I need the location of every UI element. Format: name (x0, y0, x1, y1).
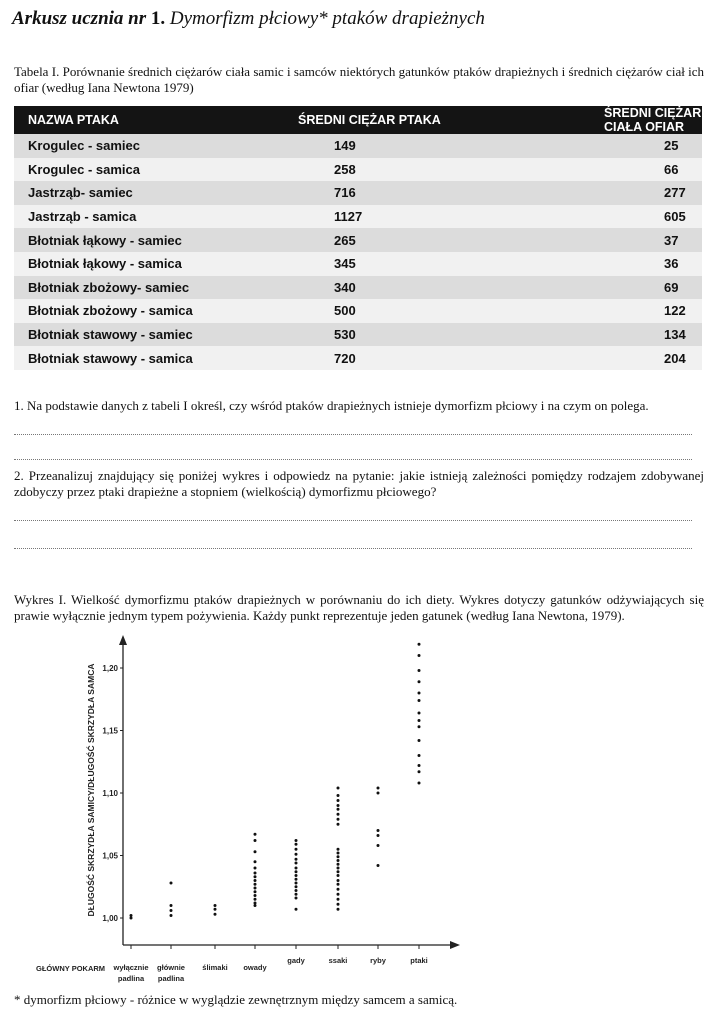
data-point (254, 867, 257, 870)
data-point (295, 908, 298, 911)
data-point (295, 897, 298, 900)
data-point (295, 862, 298, 865)
header-bird-weight: ŚREDNI CIĘŻAR PTAKA (268, 106, 544, 134)
answer-line[interactable] (14, 547, 692, 549)
x-tick-label: ślimaki (202, 963, 228, 972)
data-point (337, 859, 340, 862)
table-caption: Tabela I. Porównanie średnich ciężarów ciała samic i samców niektórych gatunków ptaków drapieżnych i średnich ciężarów ciał ich ofiar (według Iana Newtona 1979) (14, 64, 704, 95)
data-point (337, 855, 340, 858)
data-point (377, 787, 380, 790)
data-point (214, 904, 217, 907)
prey-weight-cell: 122 (544, 299, 702, 323)
table-row (14, 346, 702, 370)
answer-line[interactable] (14, 433, 692, 435)
data-point (337, 888, 340, 891)
y-axis-arrow (119, 635, 127, 645)
table-row (14, 276, 702, 300)
data-point (337, 908, 340, 911)
data-point (377, 829, 380, 832)
prey-weight-cell: 605 (544, 205, 702, 229)
data-point (254, 904, 257, 907)
data-point (254, 860, 257, 863)
data-point (377, 864, 380, 867)
data-point (295, 874, 298, 877)
data-point (295, 839, 298, 842)
bird-weight-cell: 340 (268, 276, 544, 300)
data-point (254, 875, 257, 878)
prey-weight-cell: 25 (544, 134, 702, 158)
data-point (214, 913, 217, 916)
data-point (254, 894, 257, 897)
data-point (254, 850, 257, 853)
data-point (337, 848, 340, 851)
x-tick-label: owady (243, 963, 267, 972)
data-point (337, 863, 340, 866)
bird-name-cell: Błotniak zbożowy- samiec (14, 276, 268, 300)
data-point (377, 844, 380, 847)
bird-weight-cell: 345 (268, 252, 544, 276)
bird-name-cell: Błotniak stawowy - samica (14, 346, 268, 370)
data-point (418, 754, 421, 757)
data-point (170, 882, 173, 885)
data-point (337, 818, 340, 821)
data-point (337, 870, 340, 873)
table-row (14, 252, 702, 276)
table-row (14, 158, 702, 182)
footnote: * dymorfizm płciowy - różnice w wyglądzie zewnętrznym między samcem a samicą. (14, 992, 458, 1007)
table-row (14, 205, 702, 229)
title-text: Dymorfizm płciowy* ptaków drapieżnych (169, 8, 485, 29)
x-tick-label: ryby (370, 956, 386, 965)
data-point (418, 719, 421, 722)
data-point (337, 804, 340, 807)
bird-weight-cell: 716 (268, 181, 544, 205)
data-point (337, 799, 340, 802)
data-point (337, 879, 340, 882)
prey-weight-cell: 204 (544, 346, 702, 370)
data-point (295, 889, 298, 892)
data-point (418, 680, 421, 683)
data-point (377, 834, 380, 837)
answer-line[interactable] (14, 458, 692, 460)
data-point (254, 879, 257, 882)
data-point (337, 823, 340, 826)
bird-weight-cell: 1127 (268, 205, 544, 229)
bird-weight-cell: 500 (268, 299, 544, 323)
data-point (418, 782, 421, 785)
data-point (418, 699, 421, 702)
data-point (254, 833, 257, 836)
data-point (170, 909, 173, 912)
data-point (295, 878, 298, 881)
bird-name-cell: Jastrząb - samica (14, 205, 268, 229)
question-2: 2. Przeanalizuj znajdujący się poniżej wykres i odpowiedz na pytanie: jakie istnieją zależności pomiędzy rodzajem zdobywanej zdobyczy przez ptaki drapieżne a stopniem (wielkością) dymorfizmu płciowego? (14, 468, 704, 499)
y-tick-label: 1,10 (102, 789, 118, 798)
data-point (295, 893, 298, 896)
header-prey-weight: ŚREDNI CIĘŻAR CIAŁA OFIAR (544, 106, 702, 134)
chart-caption: Wykres I. Wielkość dymorfizmu ptaków drapieżnych w porównaniu do ich diety. Wykres dotyczy gatunków odżywiających się prawie wyłącznie jednym typem pożywienia. Każdy punkt reprezentuje jeden gatunek (według Iana Newtona, 1979). (14, 592, 704, 623)
data-point (418, 712, 421, 715)
y-tick-label: 1,20 (102, 664, 118, 673)
bird-name-cell: Jastrząb- samiec (14, 181, 268, 205)
data-point (295, 853, 298, 856)
prey-weight-cell: 37 (544, 228, 702, 252)
bird-weight-cell: 530 (268, 323, 544, 347)
bird-name-cell: Krogulec - samiec (14, 134, 268, 158)
data-point (418, 725, 421, 728)
data-point (337, 883, 340, 886)
table-row (14, 228, 702, 252)
bird-name-cell: Błotniak łąkowy - samiec (14, 228, 268, 252)
data-point (254, 890, 257, 893)
data-point (337, 903, 340, 906)
x-axis-arrow (450, 941, 460, 949)
data-point (337, 852, 340, 855)
bird-weight-cell: 149 (268, 134, 544, 158)
data-point (254, 839, 257, 842)
data-point (337, 893, 340, 896)
y-axis-label: DŁUGOŚĆ SKRZYDŁA SAMICY/DŁUGOŚĆ SKRZYDŁA SAMCA (86, 663, 96, 917)
data-point (418, 643, 421, 646)
data-point (418, 654, 421, 657)
data-point (337, 808, 340, 811)
prey-weight-cell: 69 (544, 276, 702, 300)
data-point (254, 898, 257, 901)
data-point (295, 843, 298, 846)
x-tick-label: gady (287, 956, 305, 965)
data-point (295, 858, 298, 861)
answer-line[interactable] (14, 519, 692, 521)
prey-weight-cell: 134 (544, 323, 702, 347)
data-table (14, 106, 702, 370)
page-title (12, 8, 485, 30)
prey-weight-cell: 277 (544, 181, 702, 205)
data-point (337, 813, 340, 816)
data-point (254, 883, 257, 886)
y-tick-label: 1,05 (102, 851, 118, 861)
bird-weight-cell: 720 (268, 346, 544, 370)
data-point (295, 882, 298, 885)
data-point (170, 904, 173, 907)
data-point (418, 692, 421, 695)
data-point (418, 739, 421, 742)
table-row (14, 181, 702, 205)
table-row (14, 299, 702, 323)
y-tick-label: 1,00 (102, 914, 118, 923)
data-point (214, 908, 217, 911)
title-prefix: Arkusz ucznia nr (12, 8, 147, 29)
data-point (337, 787, 340, 790)
data-point (295, 870, 298, 873)
bird-name-cell: Błotniak stawowy - samiec (14, 323, 268, 347)
data-point (254, 872, 257, 875)
diet-dimorphism-scatter-chart (0, 620, 725, 990)
table-row (14, 134, 702, 158)
bird-weight-cell: 258 (268, 158, 544, 182)
title-number: 1. (150, 8, 166, 29)
data-point (254, 887, 257, 890)
bird-name-cell: Krogulec - samica (14, 158, 268, 182)
table-row (14, 323, 702, 347)
data-point (418, 770, 421, 773)
x-tick-label: ptaki (410, 956, 428, 965)
bird-weight-cell: 265 (268, 228, 544, 252)
question-1: 1. Na podstawie danych z tabeli I określ, czy wśród ptaków drapieżnych istnieje dymorfizm płciowy i na czym on polega. (14, 398, 649, 413)
x-tick-label: padlina (157, 974, 185, 983)
data-point (130, 914, 133, 917)
data-point (377, 792, 380, 795)
data-point (295, 885, 298, 888)
x-tick-label: ssaki (328, 956, 348, 965)
data-point (418, 764, 421, 767)
data-point (170, 914, 173, 917)
bird-name-cell: Błotniak łąkowy - samica (14, 252, 268, 276)
y-tick-label: 1,15 (102, 726, 118, 736)
data-point (295, 848, 298, 851)
prey-weight-cell: 66 (544, 158, 702, 182)
x-axis-label: GŁÓWNY POKARM (36, 964, 106, 973)
x-tick-label: padlina (117, 974, 145, 983)
data-point (295, 867, 298, 870)
data-point (337, 874, 340, 877)
data-point (418, 669, 421, 672)
data-point (337, 898, 340, 901)
bird-name-cell: Błotniak zbożowy - samica (14, 299, 268, 323)
data-point (337, 867, 340, 870)
header-bird-name: NAZWA PTAKA (14, 106, 268, 134)
prey-weight-cell: 36 (544, 252, 702, 276)
table-header-row (14, 106, 702, 134)
x-tick-label: wyłącznie (113, 963, 149, 972)
data-point (337, 794, 340, 797)
x-tick-label: głównie (157, 963, 185, 972)
